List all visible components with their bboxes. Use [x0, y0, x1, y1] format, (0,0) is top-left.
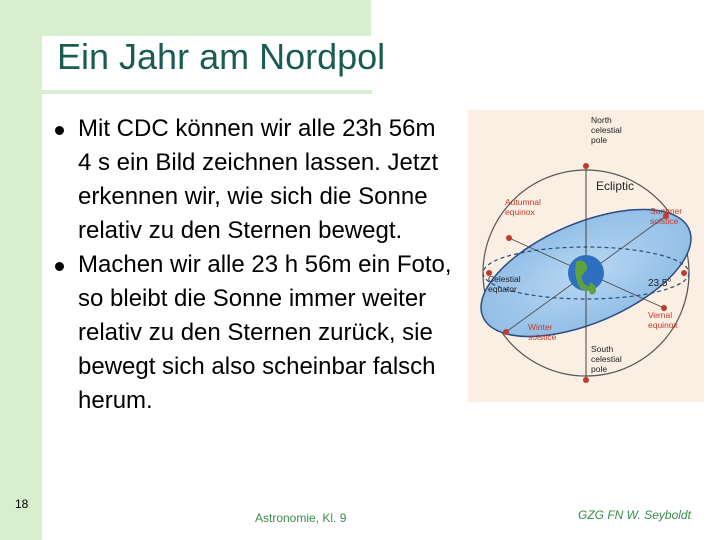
autumnal-equinox-label: Autumnal equinox — [505, 197, 541, 217]
page-number: 18 — [15, 497, 29, 511]
winter-solstice-label: Winter solstice — [528, 322, 557, 342]
celestial-equator-label: Celestial equator — [488, 274, 521, 294]
top-accent-bar — [42, 0, 371, 36]
footer-author: GZG FN W. Seyboldt — [578, 508, 691, 522]
north-pole-dot — [583, 163, 589, 169]
bullet-item — [55, 112, 455, 248]
bullet-dot-icon — [55, 262, 64, 271]
celestial-sphere-figure — [468, 110, 704, 402]
summer-solstice-label: Summer solstice — [650, 206, 683, 226]
title-underline — [42, 90, 372, 94]
slide-title: Ein Jahr am Nordpol — [57, 36, 386, 77]
title-underline-dot — [20, 88, 28, 96]
vernal-equinox-label: Vernal equinox — [648, 310, 678, 330]
ecliptic-label: Ecliptic — [596, 179, 635, 193]
autumnal-equinox-dot — [506, 235, 512, 241]
bullet-text: Machen wir alle 23 h 56m ein Foto, so bleibt die Sonne immer weiter relativ zu den Sternen zurück, sie bewegt sich also scheinbar falsch herum. — [78, 251, 452, 414]
footer-course: Astronomie, Kl. 9 — [255, 511, 347, 525]
north-pole-label: North celestial pole — [591, 115, 622, 145]
celestial-sphere-diagram — [468, 110, 704, 402]
bullet-dot-icon — [55, 126, 64, 135]
winter-solstice-dot — [503, 329, 509, 335]
tilt-angle-label: 23.5° — [648, 278, 672, 289]
south-pole-dot — [583, 377, 589, 383]
left-accent-bar — [0, 0, 42, 540]
bullet-list — [55, 112, 455, 418]
south-pole-label: South celestial pole — [591, 344, 622, 374]
equator-right-dot — [681, 270, 687, 276]
bullet-text: Mit CDC können wir alle 23h 56m 4 s ein Bild zeichnen lassen. Jetzt erkennen wir, wie sich die Sonne relativ zu den Sternen bewegt. — [78, 115, 439, 244]
bullet-item — [55, 248, 455, 418]
